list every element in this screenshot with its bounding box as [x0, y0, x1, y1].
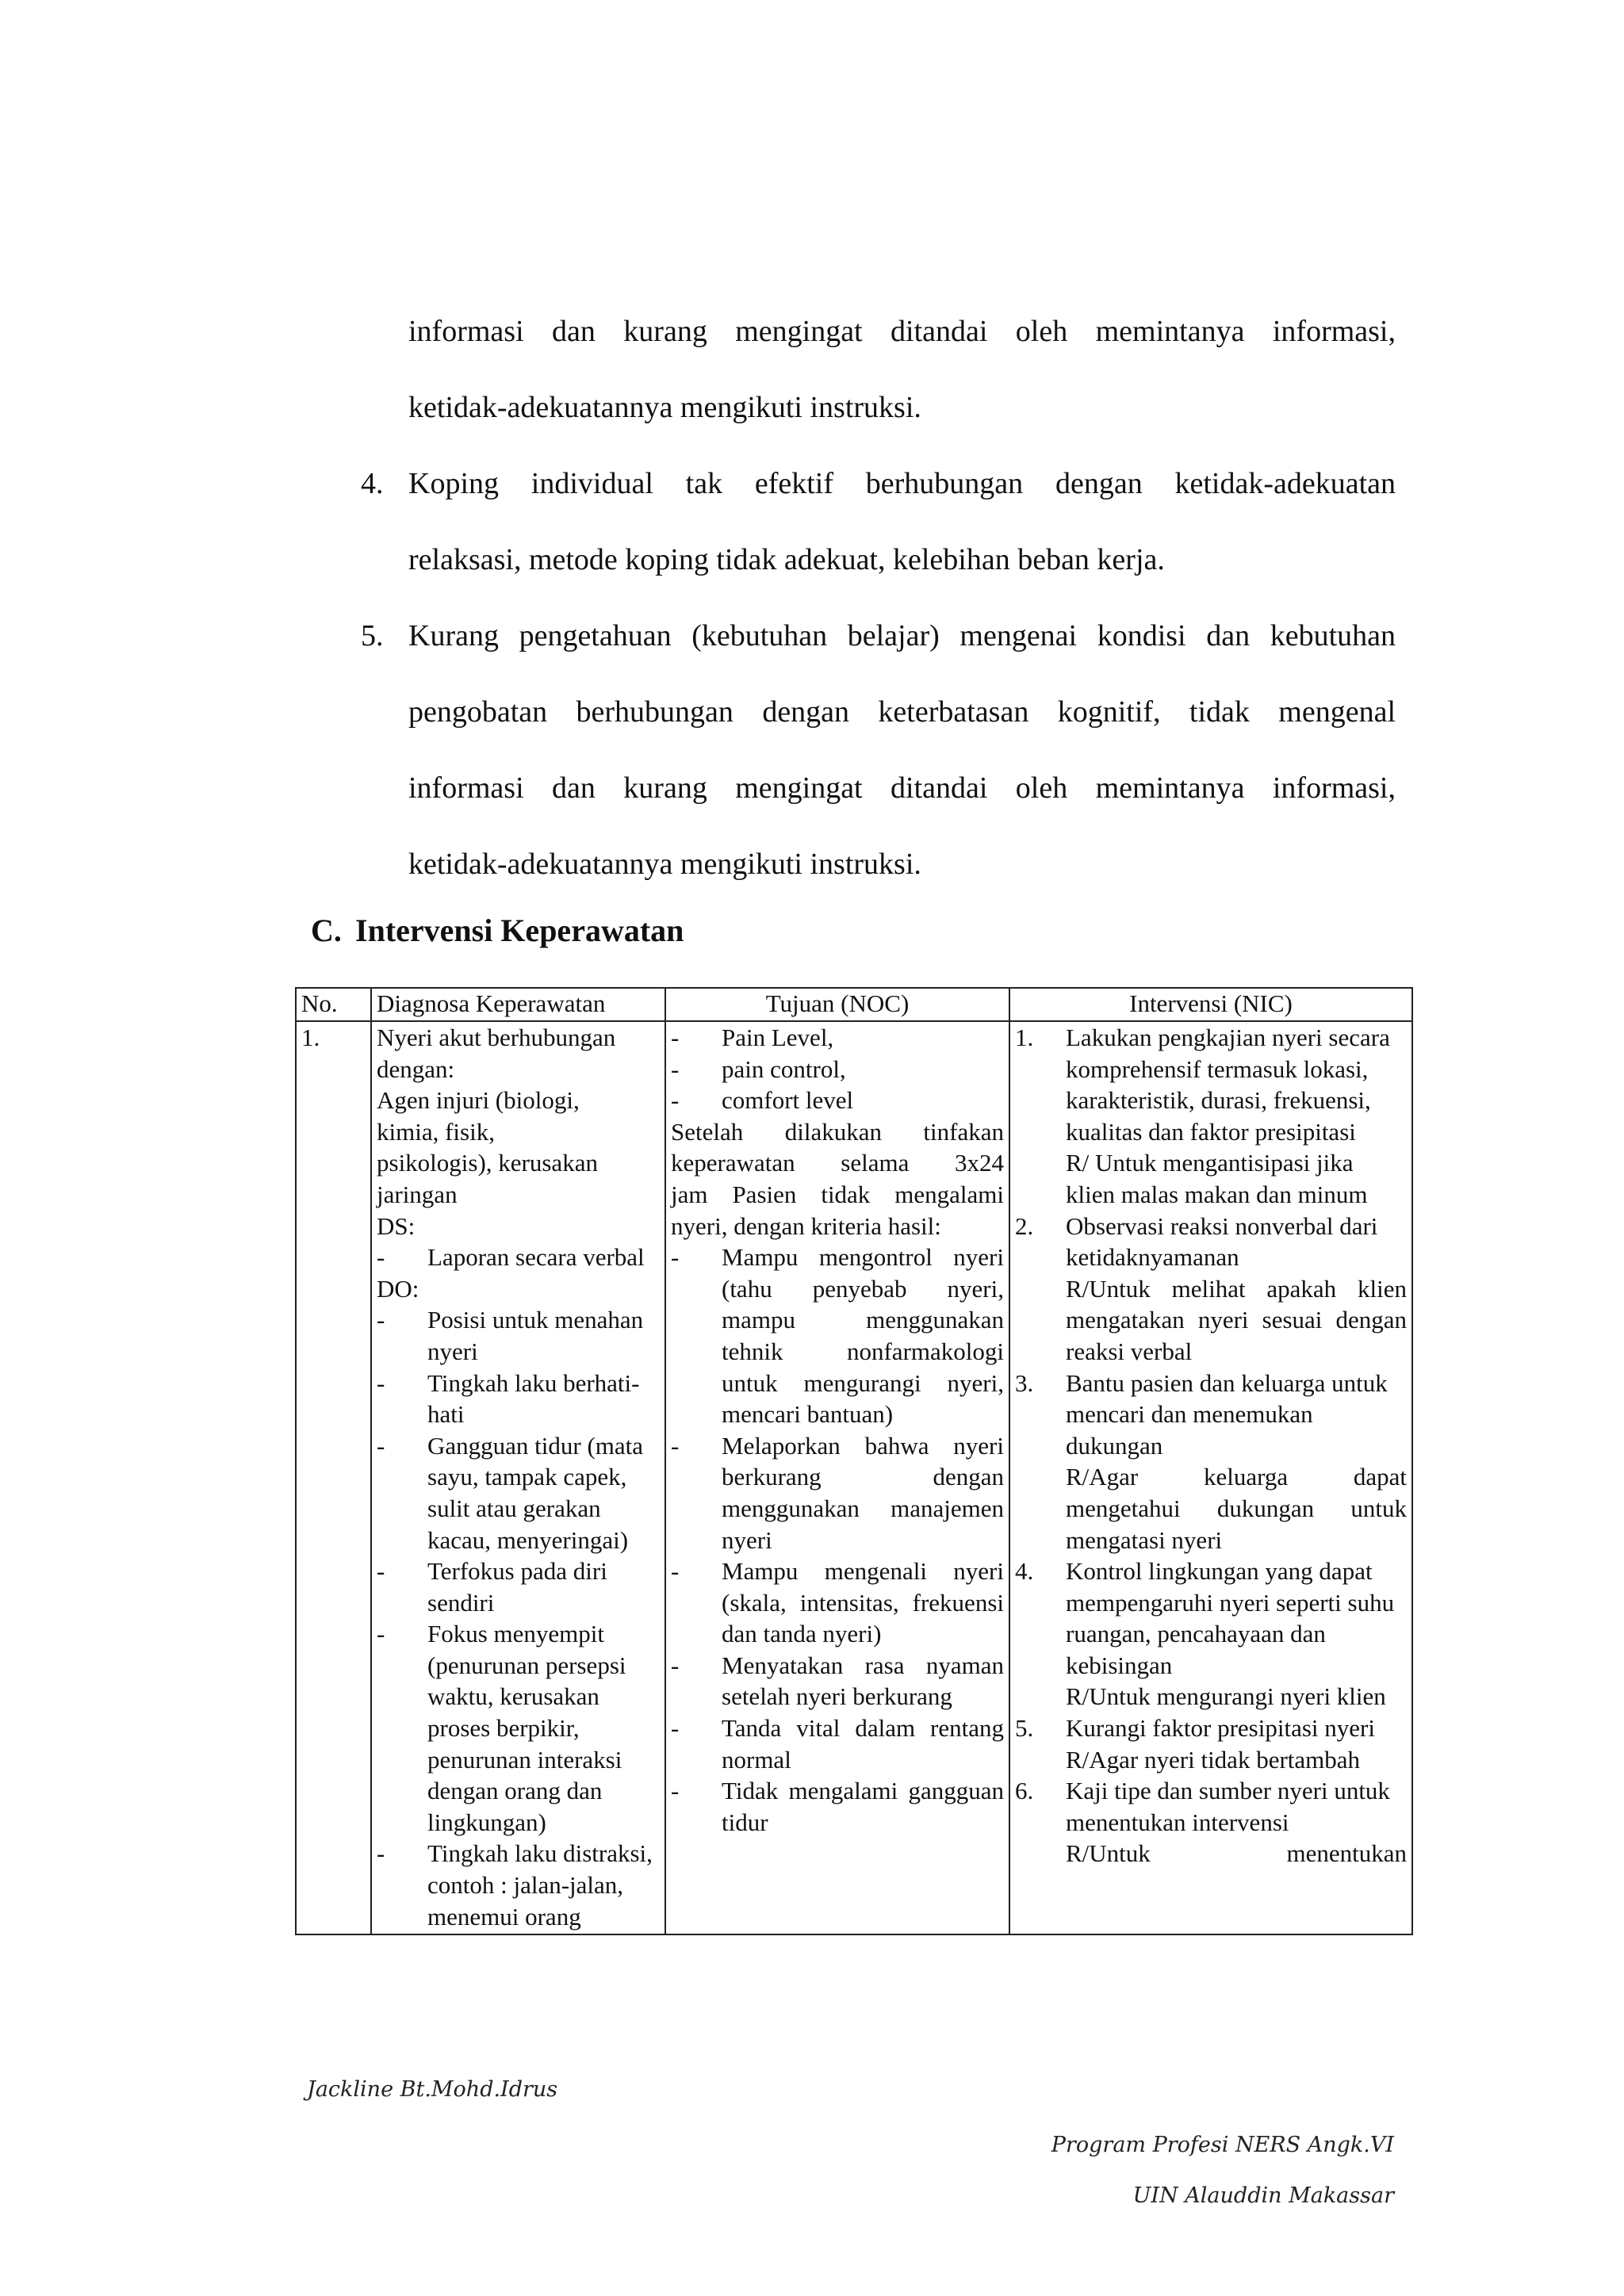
do-item: Fokus menyempit (penurunan persepsi waktu, kerusakan proses berpikir, penurunan interaksi dengan orang dan lingkungan) — [427, 1620, 626, 1836]
ds-label: DS: — [377, 1211, 416, 1240]
criteria: Tidak mengalami gangguan tidur — [722, 1777, 1004, 1836]
intervention-block — [1066, 1368, 1407, 1556]
do-item: Tingkah laku berhati-hati — [427, 1368, 640, 1429]
list-item-5-line: Kurang pengetahuan (kebutuhan belajar) mengenai kondisi dan kebutuhan — [408, 619, 1396, 652]
do-item: Posisi untuk menahan nyeri — [427, 1306, 644, 1365]
list-number: 5. — [361, 619, 384, 652]
rationale: R/Untuk mengurangi nyeri klien — [1066, 1682, 1386, 1711]
diagnosa-text: psikologis), kerusakan — [377, 1149, 598, 1177]
diagnosa-text: jaringan — [377, 1180, 458, 1208]
bullet-dash: - — [377, 1557, 385, 1586]
intervention: Kurangi faktor presipitasi nyeri — [1066, 1714, 1375, 1743]
bullet-dash: - — [377, 1368, 385, 1397]
list-item — [377, 1556, 660, 1618]
outcome: comfort level — [722, 1086, 854, 1115]
do-item: Tingkah laku distraksi, contoh : jalan-jalan, menemui orang — [427, 1839, 653, 1931]
intervention-table — [295, 987, 1413, 1935]
tujuan-text: Setelah dilakukan tinfakan — [671, 1117, 1004, 1146]
intervention-block — [1066, 1022, 1407, 1211]
list-item — [671, 1556, 1004, 1650]
header-tujuan: Tujuan (NOC) — [665, 988, 1009, 1021]
item-number: 6. — [1015, 1777, 1034, 1805]
list-item — [671, 1650, 1004, 1712]
header-no: No. — [296, 988, 371, 1021]
item-number: 4. — [1015, 1557, 1034, 1586]
list-item-5-line: pengobatan berhubungan dengan keterbatasan kognitif, tidak mengenal — [408, 695, 1396, 729]
outcome: pain control, — [722, 1054, 846, 1083]
diagnosa-text: Agen injuri (biologi, — [377, 1086, 580, 1115]
section-heading — [311, 909, 684, 953]
table-header-row — [296, 988, 1412, 1021]
intervention-block — [1066, 1775, 1407, 1869]
criteria: Mampu mengontrol nyeri (tahu penyebab nyeri, mampu menggunakan tehnik nonfarmakologi untuk mengurangi nyeri, mencari bantuan) — [722, 1243, 1004, 1429]
paragraph-line: informasi dan kurang mengingat ditandai oleh memintanya informasi, — [408, 315, 1396, 348]
bullet-dash: - — [377, 1839, 385, 1868]
list-item — [377, 1618, 660, 1838]
list-item — [377, 1430, 660, 1556]
item-number: 2. — [1015, 1211, 1034, 1240]
item-number: 3. — [1015, 1368, 1034, 1397]
cell-tujuan — [665, 1021, 1009, 1934]
cell-diagnosa — [371, 1021, 665, 1934]
list-item — [1015, 1775, 1407, 1869]
header-diagnosa: Diagnosa Keperawatan — [371, 988, 665, 1021]
list-item-5-line: ketidak-adekuatannya mengikuti instruksi. — [408, 848, 921, 881]
list-item — [671, 1712, 1004, 1775]
list-item — [671, 1085, 1004, 1116]
bullet-dash: - — [671, 1714, 680, 1743]
bullet-dash: - — [671, 1054, 680, 1083]
list-item-5-line: informasi dan kurang mengingat ditandai oleh memintanya informasi, — [408, 771, 1396, 805]
tujuan-text: jam Pasien tidak mengalami — [671, 1180, 1004, 1208]
list-item — [1015, 1556, 1407, 1712]
bullet-dash: - — [671, 1086, 680, 1115]
section-letter: C. — [311, 913, 342, 948]
list-item — [1015, 1368, 1407, 1556]
list-item — [671, 1242, 1004, 1430]
rationale: R/Untuk menentukan — [1066, 1839, 1407, 1868]
bullet-dash: - — [671, 1024, 680, 1051]
list-item — [671, 1054, 1004, 1085]
list-item — [377, 1304, 660, 1367]
rationale: R/Untuk melihat apakah klien mengatakan nyeri sesuai dengan reaksi verbal — [1066, 1274, 1407, 1365]
bullet-dash: - — [671, 1777, 680, 1805]
list-item — [671, 1022, 1004, 1054]
list-number: 4. — [361, 467, 384, 500]
list-item — [671, 1430, 1004, 1556]
criteria: Menyatakan rasa nyaman setelah nyeri berkurang — [722, 1651, 1004, 1711]
diagnosa-text: kimia, fisik, — [377, 1117, 495, 1146]
bullet-dash: - — [377, 1620, 385, 1648]
bullet-dash: - — [671, 1651, 680, 1679]
list-item — [671, 1775, 1004, 1838]
footer-institution: UIN Alauddin Makassar — [1132, 2183, 1394, 2208]
intervention: Lakukan pengkajian nyeri secara komprehensif termasuk lokasi, karakteristik, durasi, frekuensi, kualitas dan faktor presipitasi — [1066, 1024, 1390, 1146]
intervention: Observasi reaksi nonverbal dari ketidaknyamanan — [1066, 1211, 1378, 1272]
do-item: Terfokus pada diri sendiri — [427, 1557, 607, 1617]
list-item — [377, 1838, 660, 1932]
do-label: DO: — [377, 1274, 419, 1303]
footer-author: Jackline Bt.Mohd.Idrus — [307, 2077, 558, 2102]
tujuan-text: keperawatan selama 3x24 — [671, 1149, 1004, 1177]
list-item — [377, 1242, 660, 1273]
bullet-dash: - — [671, 1431, 680, 1460]
list-item — [1015, 1712, 1407, 1775]
criteria: Tanda vital dalam rentang normal — [722, 1714, 1004, 1774]
list-item-4-line: Koping individual tak efektif berhubungan dengan ketidak-adekuatan — [408, 467, 1396, 500]
header-intervensi: Intervensi (NIC) — [1009, 988, 1412, 1021]
list-item — [1015, 1022, 1407, 1211]
criteria: Mampu mengenali nyeri (skala, intensitas, frekuensi dan tanda nyeri) — [722, 1557, 1004, 1648]
rationale: R/Agar keluarga dapat mengetahui dukungan untuk mengatasi nyeri — [1066, 1463, 1407, 1554]
footer-program: Program Profesi NERS Angk.VI — [1051, 2133, 1394, 2157]
bullet-dash: - — [671, 1243, 680, 1272]
criteria: Melaporkan bahwa nyeri berkurang dengan menggunakan manajemen nyeri — [722, 1431, 1004, 1554]
bullet-dash: - — [377, 1243, 385, 1272]
cell-no: 1. — [296, 1021, 371, 1934]
list-item-4-line: relaksasi, metode koping tidak adekuat, kelebihan beban kerja. — [408, 543, 1165, 576]
ds-item: Laporan secara verbal — [427, 1243, 645, 1272]
intervention: Kontrol lingkungan yang dapat mempengaruhi nyeri seperti suhu ruangan, pencahayaan dan kebisingan — [1066, 1557, 1395, 1679]
intervention-block — [1066, 1211, 1407, 1368]
item-number: 1. — [1015, 1024, 1034, 1051]
table-row — [296, 1021, 1412, 1934]
rationale: R/Agar nyeri tidak bertambah — [1066, 1745, 1361, 1774]
list-item — [1015, 1211, 1407, 1368]
intervention-block — [1066, 1712, 1407, 1775]
section-title: Intervensi Keperawatan — [355, 913, 684, 948]
intervention-block — [1066, 1556, 1407, 1712]
list-item — [377, 1368, 660, 1430]
bullet-dash: - — [671, 1557, 680, 1586]
do-item: Gangguan tidur (mata sayu, tampak capek, sulit atau gerakan kacau, menyeringai) — [427, 1431, 644, 1554]
intervention: Kaji tipe dan sumber nyeri untuk menentukan intervensi — [1066, 1777, 1390, 1836]
rationale: R/ Untuk mengantisipasi jika klien malas makan dan minum — [1066, 1149, 1368, 1208]
intervention: Bantu pasien dan keluarga untuk mencari dan menemukan dukungan — [1066, 1368, 1388, 1460]
diagnosa-text: Nyeri akut berhubungan — [377, 1024, 616, 1051]
item-number: 5. — [1015, 1714, 1034, 1743]
bullet-dash: - — [377, 1306, 385, 1334]
paragraph-line: ketidak-adekuatannya mengikuti instruksi. — [408, 391, 921, 424]
cell-intervensi — [1009, 1021, 1412, 1934]
diagnosa-text: dengan: — [377, 1054, 455, 1083]
outcome: Pain Level, — [722, 1024, 834, 1051]
bullet-dash: - — [377, 1431, 385, 1460]
tujuan-text: nyeri, dengan kriteria hasil: — [671, 1211, 941, 1240]
